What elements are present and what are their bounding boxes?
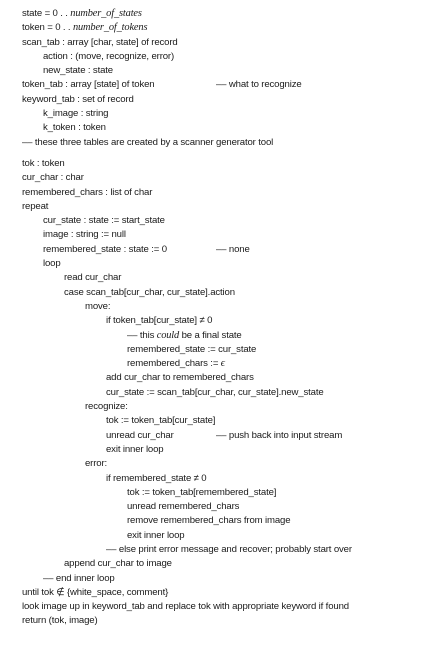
code-comment: –– what to recognize bbox=[216, 79, 302, 91]
code-line bbox=[0, 157, 442, 171]
code-text: new_state : state bbox=[43, 65, 113, 77]
code-line bbox=[0, 600, 442, 614]
code-text: cur_state := scan_tab[cur_char, cur_state].new_state bbox=[106, 386, 324, 398]
code-text: remembered_chars := bbox=[127, 358, 221, 370]
code-text: –– these three tables are created by a scanner generator tool bbox=[22, 136, 274, 148]
code-line bbox=[0, 472, 442, 486]
code-line bbox=[0, 200, 442, 214]
code-line bbox=[0, 7, 442, 21]
code-line bbox=[0, 64, 442, 78]
code-text: tok : token bbox=[22, 157, 65, 169]
code-text: state = 0 . . bbox=[22, 8, 71, 19]
code-line bbox=[0, 343, 442, 357]
code-text: scan_tab : array [char, state] of record bbox=[22, 36, 178, 48]
code-line bbox=[0, 557, 442, 571]
code-line bbox=[0, 500, 442, 514]
code-line bbox=[0, 486, 442, 500]
code-comment: –– push back into input stream bbox=[216, 429, 343, 441]
code-text: token_tab : array [state] of token bbox=[22, 79, 155, 91]
code-text: recognize: bbox=[85, 401, 128, 413]
code-text: –– else print error message and recover; probably start over bbox=[106, 543, 352, 555]
code-text: –– this bbox=[127, 329, 157, 341]
code-text: if token_tab[cur_state] ≠ 0 bbox=[106, 315, 213, 327]
code-line bbox=[0, 386, 442, 400]
code-line bbox=[0, 529, 442, 543]
code-line bbox=[0, 271, 442, 285]
code-line bbox=[0, 21, 442, 35]
code-text: repeat bbox=[22, 200, 49, 212]
code-line bbox=[0, 107, 442, 121]
code-line bbox=[0, 443, 442, 457]
code-italic-text: ϵ bbox=[220, 358, 225, 370]
code-text: remembered_chars : list of char bbox=[22, 186, 153, 198]
code-text: tok := token_tab[cur_state] bbox=[106, 415, 216, 427]
code-text: until tok ∉ {white_space, comment} bbox=[22, 586, 169, 598]
code-text: action : (move, recognize, error) bbox=[43, 50, 175, 62]
code-text: keyword_tab : set of record bbox=[22, 93, 134, 105]
code-text: k_image : string bbox=[43, 108, 109, 120]
blank-line bbox=[0, 150, 442, 157]
code-text: return (tok, image) bbox=[22, 615, 98, 627]
code-line bbox=[0, 357, 442, 371]
code-text: unread remembered_chars bbox=[127, 501, 240, 513]
code-text: error: bbox=[85, 458, 108, 470]
code-line bbox=[0, 457, 442, 471]
code-line bbox=[0, 171, 442, 185]
code-line bbox=[0, 543, 442, 557]
code-text: k_token : token bbox=[43, 122, 106, 134]
code-line bbox=[0, 36, 442, 50]
code-text: remembered_state : state := 0 bbox=[43, 243, 167, 255]
code-line bbox=[0, 300, 442, 314]
code-italic-text: could bbox=[156, 329, 180, 341]
code-text: exit inner loop bbox=[127, 529, 185, 541]
code-text: remembered_state := cur_state bbox=[127, 343, 257, 355]
code-text: append cur_char to image bbox=[64, 558, 172, 570]
code-text: if remembered_state ≠ 0 bbox=[106, 472, 207, 484]
code-line bbox=[0, 614, 442, 628]
code-text: cur_state : state := start_state bbox=[43, 215, 165, 227]
code-line bbox=[0, 78, 442, 92]
code-text: be a final state bbox=[179, 329, 242, 341]
code-text: token = 0 . . bbox=[22, 22, 73, 34]
code-line bbox=[0, 228, 442, 242]
code-line bbox=[0, 93, 442, 107]
code-line bbox=[0, 572, 442, 586]
code-text: add cur_char to remembered_chars bbox=[106, 372, 254, 384]
code-line bbox=[0, 136, 442, 150]
code-line bbox=[0, 371, 442, 385]
code-line bbox=[0, 121, 442, 135]
code-line bbox=[0, 214, 442, 228]
code-text: case scan_tab[cur_char, cur_state].action bbox=[64, 286, 235, 298]
code-text: move: bbox=[85, 300, 111, 312]
code-line bbox=[0, 429, 442, 443]
code-line bbox=[0, 50, 442, 64]
code-italic-text: number_of_tokens bbox=[72, 22, 148, 34]
code-line bbox=[0, 400, 442, 414]
code-line bbox=[0, 414, 442, 428]
code-text: read cur_char bbox=[64, 272, 122, 284]
code-line bbox=[0, 243, 442, 257]
code-text: cur_char : char bbox=[22, 172, 84, 184]
code-line bbox=[0, 514, 442, 528]
code-text: –– end inner loop bbox=[43, 572, 115, 584]
code-line bbox=[0, 314, 442, 328]
code-line bbox=[0, 286, 442, 300]
code-text: look image up in keyword_tab and replace tok with appropriate keyword if found bbox=[22, 601, 349, 613]
code-line bbox=[0, 257, 442, 271]
code-line bbox=[0, 329, 442, 343]
code-text: exit inner loop bbox=[106, 443, 164, 455]
code-text: remove remembered_chars from image bbox=[127, 515, 291, 527]
code-comment: –– none bbox=[216, 243, 250, 255]
code-text: unread cur_char bbox=[106, 429, 174, 441]
code-italic-text: number_of_states bbox=[70, 8, 142, 19]
code-text: image : string := null bbox=[43, 229, 126, 241]
scanner-pseudocode bbox=[0, 7, 442, 629]
code-text: loop bbox=[43, 258, 61, 270]
code-line bbox=[0, 186, 442, 200]
code-line bbox=[0, 586, 442, 600]
code-text: tok := token_tab[remembered_state] bbox=[127, 486, 277, 498]
